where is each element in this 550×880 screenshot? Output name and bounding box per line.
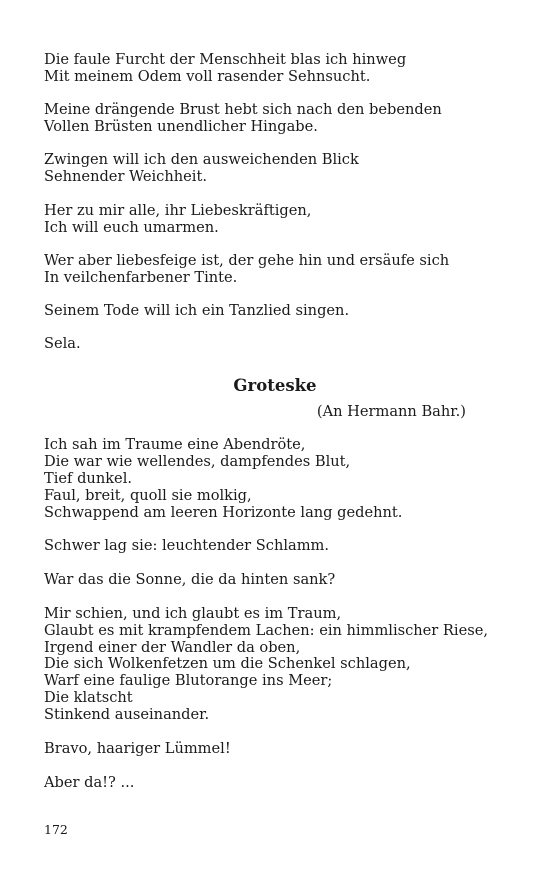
poem-line: Sela. <box>44 335 81 353</box>
stanza <box>44 336 514 353</box>
poem-line: Bravo, haariger Lümmel! <box>44 739 231 757</box>
poem-dedication: (An Hermann Bahr.) <box>316 403 466 420</box>
poem-line: Mit meinem Odem voll rasender Sehnsucht. <box>44 67 371 85</box>
poem-line: Ich sah im Traume eine Abendröte, <box>44 436 306 453</box>
poem-continuation <box>44 52 514 353</box>
stanza <box>44 606 514 724</box>
poem-line: Die sich Wolkenfetzen um die Schenkel schlagen, <box>44 655 411 673</box>
stanza <box>44 741 514 758</box>
poem-line: Her zu mir alle, ihr Liebeskräftigen, <box>44 201 312 219</box>
poem-line: In veilchenfarbener Tinte. <box>44 268 238 286</box>
poem-line: Zwingen will ich den ausweichenden Blick <box>44 151 359 169</box>
stanza <box>44 152 514 186</box>
poem-line: Wer aber liebesfeige ist, der gehe hin und ersäufe sich <box>44 251 450 269</box>
poem-line: Irgend einer der Wandler da oben, <box>44 638 301 656</box>
poem-line: Seinem Tode will ich ein Tanzlied singen. <box>44 302 350 320</box>
poem-line: Meine drängende Brust hebt sich nach den bebenden <box>44 101 442 119</box>
poem-line: Aber da!? ... <box>44 773 135 791</box>
poem-title: Groteske <box>233 376 317 395</box>
poem-line: Schwer lag sie: leuchtender Schlamm. <box>44 537 330 555</box>
poem-body <box>44 437 514 791</box>
poem-line: Sehnender Weichheit. <box>44 168 207 186</box>
stanza <box>44 253 514 287</box>
poem-line: Mir schien, und ich glaubt es im Traum, <box>44 604 342 622</box>
stanza <box>44 538 514 555</box>
poem-line: Glaubt es mit krampfendem Lachen: ein himmlischer Riese, <box>44 621 488 639</box>
poem-line: Schwappend am leeren Horizonte lang gedehnt. <box>44 503 403 521</box>
poem-line: Faul, breit, quoll sie molkig, <box>44 486 252 504</box>
stanza <box>44 437 514 522</box>
poem-line: Ich will euch umarmen. <box>44 218 219 236</box>
stanza <box>44 203 514 237</box>
poem-line: Die faule Furcht der Menschheit blas ich hinweg <box>44 51 407 68</box>
poem-line: Vollen Brüsten unendlicher Hingabe. <box>44 118 318 136</box>
poem-line: Die war wie wellendes, dampfendes Blut, <box>44 452 351 470</box>
poem-line: Tief dunkel. <box>44 469 133 487</box>
poem-line: War das die Sonne, die da hinten sank? <box>44 571 336 589</box>
stanza <box>44 102 514 136</box>
stanza <box>44 52 514 86</box>
stanza <box>44 775 514 792</box>
stanza <box>44 303 514 320</box>
stanza <box>44 572 514 589</box>
page-number: 172 <box>44 822 68 837</box>
poem-line: Warf eine faulige Blutorange ins Meer; <box>44 672 333 690</box>
poem-line: Die klatscht <box>44 689 133 707</box>
poem-line: Stinkend auseinander. <box>44 706 210 724</box>
